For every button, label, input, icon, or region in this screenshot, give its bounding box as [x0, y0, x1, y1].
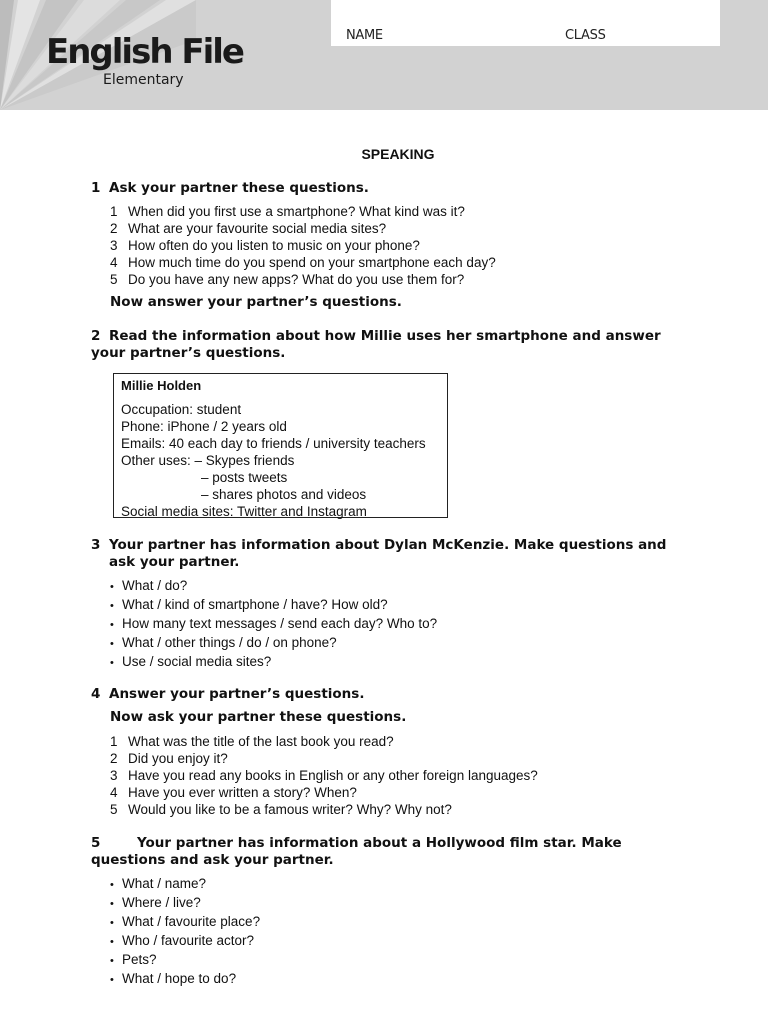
list-item: 3 Have you read any books in English or any other foreign languages? [110, 768, 538, 783]
list-item: • What / hope to do? [110, 971, 237, 986]
info-line: Occupation: student [121, 402, 242, 417]
info-box-name: Millie Holden [121, 378, 202, 393]
info-box-lines [121, 401, 426, 520]
list-item: • Pets? [110, 952, 157, 967]
list-item: • Where / live? [110, 895, 201, 910]
list-item: 3 How often do you listen to music on your phone? [110, 238, 420, 253]
section-number: 4 [91, 686, 101, 702]
info-line: – shares photos and videos [201, 487, 367, 502]
list-item: 4 Have you ever written a story? When? [110, 785, 357, 800]
list-item: • How many text messages / send each day? Who to? [110, 616, 438, 631]
list-item: 1 When did you first use a smartphone? What kind was it? [110, 204, 465, 219]
section-number: 1 [91, 180, 101, 196]
list-item: 1 What was the title of the last book you read? [110, 734, 394, 749]
info-line: – posts tweets [201, 470, 288, 485]
list-item: • What / name? [110, 876, 207, 891]
section-1-followup: Now answer your partner’s questions. [110, 294, 402, 310]
list-item: 4 How much time do you spend on your smartphone each day? [110, 255, 496, 270]
section-4-questions [110, 733, 538, 818]
section-4-heading: 4 Answer your partner’s questions. [91, 686, 365, 702]
section-number: 2 [91, 328, 101, 344]
section-5-heading: 5 Your partner has information about a Hollywood film star. Make questions and ask your partner. [91, 835, 622, 868]
info-line: Social media sites: Twitter and Instagram [121, 504, 367, 519]
section-3-heading: 3 Your partner has information about Dylan McKenzie. Make questions and ask your partner. [91, 537, 667, 570]
list-item: • Use / social media sites? [110, 654, 272, 669]
list-item: • What / kind of smartphone / have? How old? [110, 597, 388, 612]
name-class-box [331, 0, 720, 46]
list-item: • What / other things / do / on phone? [110, 635, 337, 650]
section-1-questions [110, 203, 496, 288]
list-item: • What / do? [110, 578, 188, 593]
class-label: CLASS [565, 28, 606, 43]
section-2-heading: 2 Read the information about how Millie uses her smartphone and answer your partner’s questions. [91, 328, 661, 361]
info-line: Emails: 40 each day to friends / university teachers [121, 436, 426, 451]
logo-subtitle: Elementary [103, 72, 184, 88]
section-3-prompts [110, 577, 437, 672]
info-line: Phone: iPhone / 2 years old [121, 419, 287, 434]
millie-info-box [113, 373, 448, 518]
list-item: • What / favourite place? [110, 914, 261, 929]
list-item: • Who / favourite actor? [110, 933, 255, 948]
name-label: NAME [346, 28, 383, 43]
list-item: 5 Would you like to be a famous writer? Why? Why not? [110, 802, 452, 817]
section-4-subheading: Now ask your partner these questions. [110, 709, 407, 725]
info-line: Other uses: – Skypes friends [121, 453, 295, 468]
logo-title: English File [46, 32, 243, 72]
section-1-heading: 1 Ask your partner these questions. [91, 180, 369, 196]
list-item: 2 Did you enjoy it? [110, 751, 228, 766]
section-number: 3 [91, 537, 101, 553]
page-header [0, 0, 768, 110]
list-item: 5 Do you have any new apps? What do you use them for? [110, 272, 465, 287]
page-title: SPEAKING [361, 146, 435, 162]
list-item: 2 What are your favourite social media sites? [110, 221, 387, 236]
section-number: 5 [91, 835, 101, 851]
section-5-prompts [110, 875, 260, 989]
